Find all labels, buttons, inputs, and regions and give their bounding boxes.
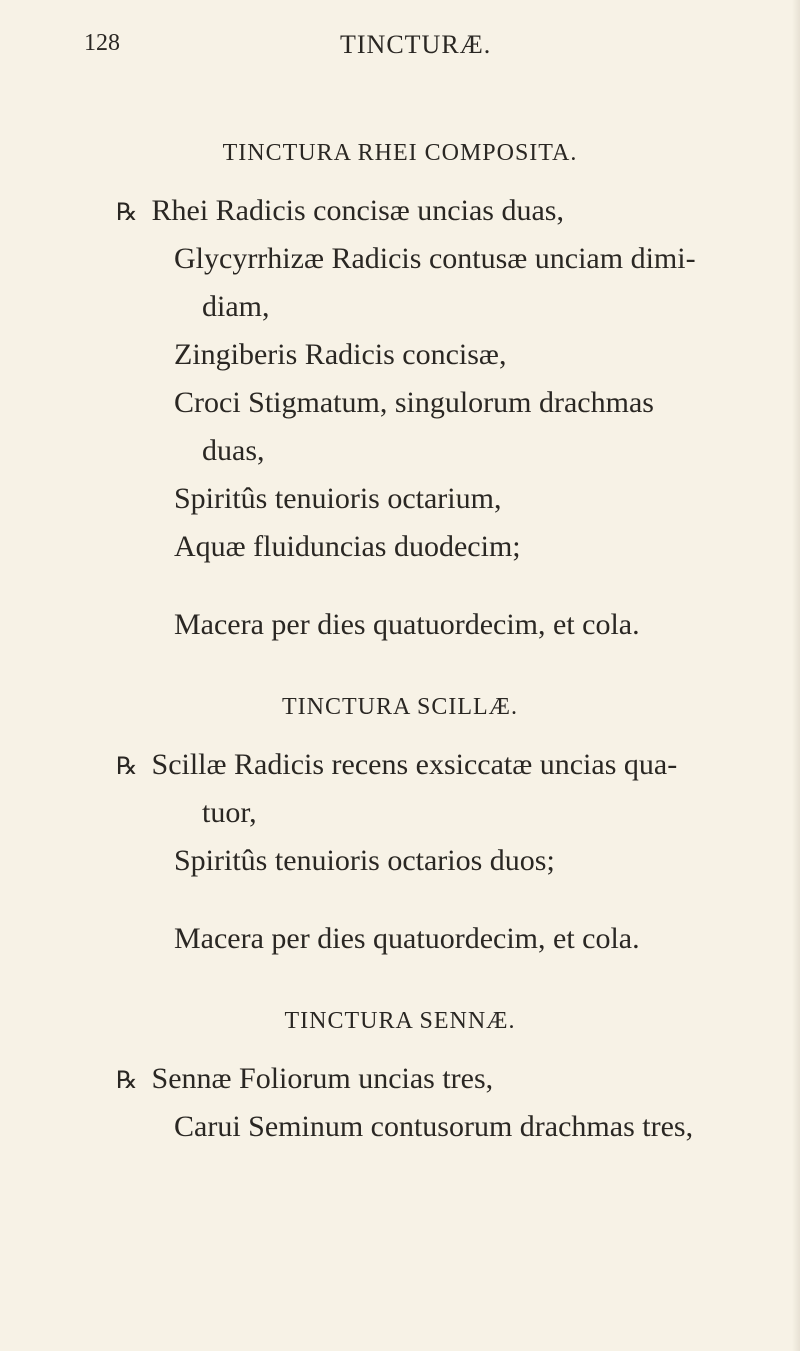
- ingredient-line: Zingiberis Radicis concisæ,: [174, 338, 507, 371]
- recipe-line: [116, 748, 677, 782]
- ingredient-line: Croci Stigmatum, singulorum drachmas: [174, 386, 654, 419]
- ingredient-line: Spiritûs tenuioris octarium,: [174, 482, 502, 515]
- ingredient-line: Glycyrrhizæ Radicis contusæ unciam dimi-: [174, 242, 696, 275]
- ingredient-line: Carui Seminum contusorum drachmas tres,: [174, 1110, 694, 1143]
- page-edge-shadow: [792, 0, 800, 1351]
- ingredient-line: diam,: [202, 290, 270, 323]
- instruction-line: Macera per dies quatuordecim, et cola.: [174, 608, 640, 641]
- recipe-symbol-icon: ℞: [116, 1066, 138, 1094]
- ingredient-line: Aquæ fluiduncias duodecim;: [174, 530, 521, 563]
- ingredient-line: duas,: [202, 434, 265, 467]
- recipe-symbol-icon: ℞: [116, 752, 138, 780]
- recipe-symbol-icon: ℞: [116, 198, 138, 226]
- section-title-sennae: TINCTURA SENNÆ.: [284, 1008, 516, 1034]
- ingredient-line: tuor,: [202, 796, 257, 829]
- ingredient-text: Rhei Radicis concisæ uncias duas,: [151, 194, 564, 227]
- recipe-line: [116, 194, 564, 228]
- ingredient-text: Scillæ Radicis recens exsiccatæ uncias qua-: [151, 748, 678, 781]
- section-title-rhei: TINCTURA RHEI COMPOSITA.: [222, 140, 578, 166]
- instruction-line: Macera per dies quatuordecim, et cola.: [174, 922, 640, 955]
- recipe-line: [116, 1062, 493, 1096]
- page-number: 128: [84, 30, 120, 56]
- ingredient-text: Sennæ Foliorum uncias tres,: [151, 1062, 494, 1095]
- page-header: [0, 30, 800, 70]
- section-title-scillae: TINCTURA SCILLÆ.: [281, 694, 518, 720]
- ingredient-line: Spiritûs tenuioris octarios duos;: [174, 844, 555, 877]
- running-title: TINCTURÆ.: [340, 30, 492, 59]
